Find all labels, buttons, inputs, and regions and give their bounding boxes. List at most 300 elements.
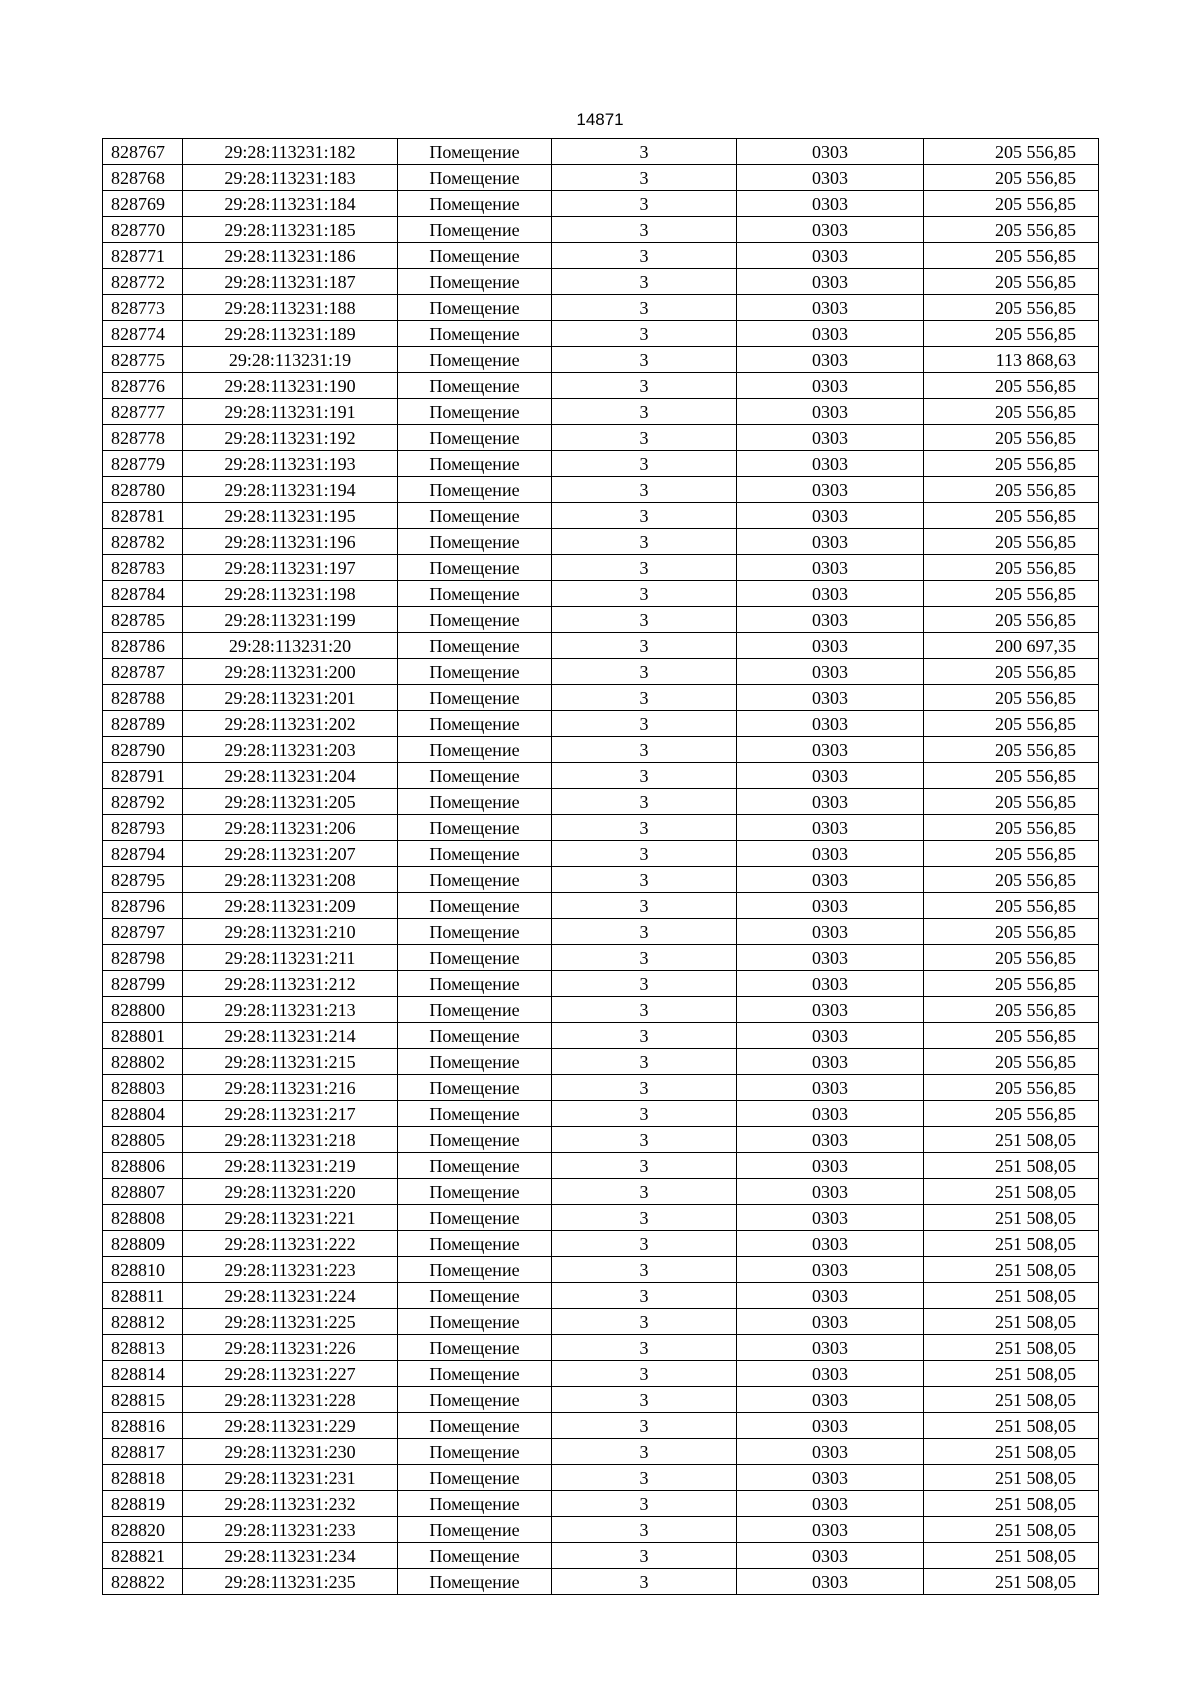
code-cell: 0303 [737,139,924,165]
cadastral-value-cell: 205 556,85 [924,243,1099,269]
code-cell: 0303 [737,581,924,607]
code-cell: 0303 [737,997,924,1023]
cadastral-number-cell: 29:28:113231:214 [183,1023,398,1049]
object-type-cell: Помещение [398,1465,552,1491]
cadastral-value-cell: 251 508,05 [924,1335,1099,1361]
code-cell: 0303 [737,1465,924,1491]
table-row [103,399,1099,425]
code-cell: 0303 [737,1387,924,1413]
group-cell: 3 [552,867,737,893]
page-number: 14871 [576,110,624,129]
code-cell: 0303 [737,1309,924,1335]
cadastral-number-cell: 29:28:113231:208 [183,867,398,893]
object-type-cell: Помещение [398,295,552,321]
object-type-cell: Помещение [398,399,552,425]
code-cell: 0303 [737,1075,924,1101]
cadastral-value-cell: 251 508,05 [924,1257,1099,1283]
object-type-cell: Помещение [398,1491,552,1517]
record-number-cell: 828788 [103,685,183,711]
cadastral-number-cell: 29:28:113231:192 [183,425,398,451]
table-row [103,711,1099,737]
group-cell: 3 [552,737,737,763]
group-cell: 3 [552,451,737,477]
code-cell: 0303 [737,763,924,789]
object-type-cell: Помещение [398,737,552,763]
cadastral-value-cell: 205 556,85 [924,399,1099,425]
cadastral-number-cell: 29:28:113231:196 [183,529,398,555]
object-type-cell: Помещение [398,919,552,945]
code-cell: 0303 [737,373,924,399]
register-table [102,138,1099,1595]
cadastral-number-cell: 29:28:113231:206 [183,815,398,841]
object-type-cell: Помещение [398,1361,552,1387]
record-number-cell: 828819 [103,1491,183,1517]
record-number-cell: 828772 [103,269,183,295]
table-row [103,1465,1099,1491]
table-row [103,1439,1099,1465]
record-number-cell: 828791 [103,763,183,789]
record-number-cell: 828786 [103,633,183,659]
code-cell: 0303 [737,1049,924,1075]
group-cell: 3 [552,373,737,399]
object-type-cell: Помещение [398,1127,552,1153]
table-row [103,1153,1099,1179]
object-type-cell: Помещение [398,997,552,1023]
record-number-cell: 828814 [103,1361,183,1387]
code-cell: 0303 [737,841,924,867]
cadastral-value-cell: 205 556,85 [924,867,1099,893]
cadastral-value-cell: 205 556,85 [924,841,1099,867]
cadastral-value-cell: 200 697,35 [924,633,1099,659]
group-cell: 3 [552,607,737,633]
table-row [103,1335,1099,1361]
group-cell: 3 [552,971,737,997]
object-type-cell: Помещение [398,763,552,789]
cadastral-number-cell: 29:28:113231:219 [183,1153,398,1179]
object-type-cell: Помещение [398,867,552,893]
cadastral-number-cell: 29:28:113231:211 [183,945,398,971]
record-number-cell: 828805 [103,1127,183,1153]
record-number-cell: 828813 [103,1335,183,1361]
cadastral-number-cell: 29:28:113231:197 [183,555,398,581]
table-row [103,737,1099,763]
cadastral-value-cell: 205 556,85 [924,1101,1099,1127]
cadastral-value-cell: 205 556,85 [924,763,1099,789]
code-cell: 0303 [737,1283,924,1309]
cadastral-number-cell: 29:28:113231:220 [183,1179,398,1205]
cadastral-value-cell: 205 556,85 [924,581,1099,607]
object-type-cell: Помещение [398,529,552,555]
cadastral-value-cell: 251 508,05 [924,1179,1099,1205]
table-row [103,1049,1099,1075]
cadastral-number-cell: 29:28:113231:212 [183,971,398,997]
record-number-cell: 828820 [103,1517,183,1543]
record-number-cell: 828818 [103,1465,183,1491]
record-number-cell: 828783 [103,555,183,581]
record-number-cell: 828802 [103,1049,183,1075]
table-row [103,503,1099,529]
cadastral-value-cell: 205 556,85 [924,269,1099,295]
cadastral-number-cell: 29:28:113231:185 [183,217,398,243]
group-cell: 3 [552,399,737,425]
record-number-cell: 828784 [103,581,183,607]
table-row [103,1101,1099,1127]
code-cell: 0303 [737,1543,924,1569]
cadastral-value-cell: 251 508,05 [924,1569,1099,1595]
cadastral-number-cell: 29:28:113231:217 [183,1101,398,1127]
cadastral-number-cell: 29:28:113231:231 [183,1465,398,1491]
table-row [103,1491,1099,1517]
object-type-cell: Помещение [398,425,552,451]
object-type-cell: Помещение [398,1569,552,1595]
group-cell: 3 [552,165,737,191]
object-type-cell: Помещение [398,659,552,685]
cadastral-number-cell: 29:28:113231:195 [183,503,398,529]
group-cell: 3 [552,789,737,815]
table-row [103,1075,1099,1101]
cadastral-number-cell: 29:28:113231:233 [183,1517,398,1543]
table-row [103,295,1099,321]
group-cell: 3 [552,217,737,243]
record-number-cell: 828822 [103,1569,183,1595]
cadastral-number-cell: 29:28:113231:228 [183,1387,398,1413]
cadastral-value-cell: 205 556,85 [924,373,1099,399]
record-number-cell: 828806 [103,1153,183,1179]
cadastral-number-cell: 29:28:113231:203 [183,737,398,763]
table-row [103,789,1099,815]
cadastral-number-cell: 29:28:113231:232 [183,1491,398,1517]
code-cell: 0303 [737,1335,924,1361]
group-cell: 3 [552,1413,737,1439]
table-row [103,919,1099,945]
cadastral-number-cell: 29:28:113231:187 [183,269,398,295]
code-cell: 0303 [737,295,924,321]
table-row [103,581,1099,607]
group-cell: 3 [552,1361,737,1387]
code-cell: 0303 [737,425,924,451]
object-type-cell: Помещение [398,1179,552,1205]
table-row [103,763,1099,789]
cadastral-value-cell: 205 556,85 [924,815,1099,841]
table-row [103,815,1099,841]
object-type-cell: Помещение [398,269,552,295]
group-cell: 3 [552,711,737,737]
group-cell: 3 [552,477,737,503]
object-type-cell: Помещение [398,321,552,347]
record-number-cell: 828770 [103,217,183,243]
object-type-cell: Помещение [398,685,552,711]
code-cell: 0303 [737,737,924,763]
cadastral-value-cell: 205 556,85 [924,893,1099,919]
object-type-cell: Помещение [398,633,552,659]
code-cell: 0303 [737,1101,924,1127]
cadastral-value-cell: 205 556,85 [924,139,1099,165]
group-cell: 3 [552,1205,737,1231]
code-cell: 0303 [737,451,924,477]
group-cell: 3 [552,1439,737,1465]
record-number-cell: 828809 [103,1231,183,1257]
cadastral-value-cell: 251 508,05 [924,1127,1099,1153]
cadastral-number-cell: 29:28:113231:222 [183,1231,398,1257]
code-cell: 0303 [737,217,924,243]
cadastral-value-cell: 251 508,05 [924,1491,1099,1517]
cadastral-value-cell: 251 508,05 [924,1231,1099,1257]
record-number-cell: 828816 [103,1413,183,1439]
code-cell: 0303 [737,1257,924,1283]
cadastral-number-cell: 29:28:113231:205 [183,789,398,815]
code-cell: 0303 [737,1127,924,1153]
record-number-cell: 828821 [103,1543,183,1569]
cadastral-number-cell: 29:28:113231:213 [183,997,398,1023]
table-row [103,1309,1099,1335]
table-row [103,1231,1099,1257]
record-number-cell: 828790 [103,737,183,763]
object-type-cell: Помещение [398,1543,552,1569]
group-cell: 3 [552,1179,737,1205]
table-row [103,997,1099,1023]
group-cell: 3 [552,295,737,321]
object-type-cell: Помещение [398,165,552,191]
record-number-cell: 828804 [103,1101,183,1127]
cadastral-value-cell: 205 556,85 [924,919,1099,945]
table-row [103,477,1099,503]
cadastral-number-cell: 29:28:113231:202 [183,711,398,737]
record-number-cell: 828807 [103,1179,183,1205]
code-cell: 0303 [737,815,924,841]
table-row [103,139,1099,165]
record-number-cell: 828811 [103,1283,183,1309]
object-type-cell: Помещение [398,1387,552,1413]
table-row [103,217,1099,243]
table-row [103,373,1099,399]
record-number-cell: 828801 [103,1023,183,1049]
object-type-cell: Помещение [398,217,552,243]
table-row [103,1257,1099,1283]
group-cell: 3 [552,425,737,451]
object-type-cell: Помещение [398,373,552,399]
object-type-cell: Помещение [398,1023,552,1049]
table-row [103,1543,1099,1569]
table-row [103,347,1099,373]
object-type-cell: Помещение [398,1413,552,1439]
record-number-cell: 828774 [103,321,183,347]
group-cell: 3 [552,1335,737,1361]
table-row [103,607,1099,633]
table-row [103,1361,1099,1387]
code-cell: 0303 [737,1205,924,1231]
table-row [103,529,1099,555]
group-cell: 3 [552,1309,737,1335]
cadastral-value-cell: 205 556,85 [924,789,1099,815]
group-cell: 3 [552,1283,737,1309]
group-cell: 3 [552,1569,737,1595]
table-row [103,867,1099,893]
cadastral-value-cell: 205 556,85 [924,1049,1099,1075]
cadastral-value-cell: 205 556,85 [924,685,1099,711]
record-number-cell: 828778 [103,425,183,451]
table-row [103,243,1099,269]
object-type-cell: Помещение [398,711,552,737]
record-number-cell: 828787 [103,659,183,685]
cadastral-value-cell: 205 556,85 [924,997,1099,1023]
code-cell: 0303 [737,789,924,815]
group-cell: 3 [552,763,737,789]
table-row [103,165,1099,191]
object-type-cell: Помещение [398,1517,552,1543]
object-type-cell: Помещение [398,971,552,997]
object-type-cell: Помещение [398,139,552,165]
table-row [103,1179,1099,1205]
cadastral-value-cell: 205 556,85 [924,165,1099,191]
record-number-cell: 828817 [103,1439,183,1465]
cadastral-value-cell: 251 508,05 [924,1465,1099,1491]
object-type-cell: Помещение [398,1049,552,1075]
group-cell: 3 [552,321,737,347]
table-row [103,425,1099,451]
object-type-cell: Помещение [398,1257,552,1283]
code-cell: 0303 [737,347,924,373]
table-row [103,269,1099,295]
group-cell: 3 [552,1127,737,1153]
table-row [103,685,1099,711]
group-cell: 3 [552,1075,737,1101]
cadastral-value-cell: 251 508,05 [924,1205,1099,1231]
table-row [103,321,1099,347]
group-cell: 3 [552,1543,737,1569]
object-type-cell: Помещение [398,815,552,841]
cadastral-number-cell: 29:28:113231:221 [183,1205,398,1231]
code-cell: 0303 [737,1491,924,1517]
object-type-cell: Помещение [398,1205,552,1231]
group-cell: 3 [552,685,737,711]
code-cell: 0303 [737,321,924,347]
cadastral-number-cell: 29:28:113231:183 [183,165,398,191]
code-cell: 0303 [737,1569,924,1595]
cadastral-number-cell: 29:28:113231:229 [183,1413,398,1439]
cadastral-number-cell: 29:28:113231:210 [183,919,398,945]
table-row [103,1569,1099,1595]
record-number-cell: 828769 [103,191,183,217]
code-cell: 0303 [737,711,924,737]
cadastral-value-cell: 113 868,63 [924,347,1099,373]
cadastral-number-cell: 29:28:113231:225 [183,1309,398,1335]
record-number-cell: 828782 [103,529,183,555]
code-cell: 0303 [737,867,924,893]
group-cell: 3 [552,555,737,581]
code-cell: 0303 [737,1231,924,1257]
table-row [103,1387,1099,1413]
cadastral-number-cell: 29:28:113231:227 [183,1361,398,1387]
cadastral-value-cell: 251 508,05 [924,1153,1099,1179]
cadastral-number-cell: 29:28:113231:200 [183,659,398,685]
group-cell: 3 [552,1387,737,1413]
record-number-cell: 828803 [103,1075,183,1101]
code-cell: 0303 [737,659,924,685]
object-type-cell: Помещение [398,243,552,269]
record-number-cell: 828815 [103,1387,183,1413]
code-cell: 0303 [737,165,924,191]
cadastral-number-cell: 29:28:113231:209 [183,893,398,919]
object-type-cell: Помещение [398,477,552,503]
record-number-cell: 828767 [103,139,183,165]
record-number-cell: 828777 [103,399,183,425]
object-type-cell: Помещение [398,607,552,633]
code-cell: 0303 [737,685,924,711]
record-number-cell: 828781 [103,503,183,529]
group-cell: 3 [552,945,737,971]
cadastral-value-cell: 205 556,85 [924,295,1099,321]
group-cell: 3 [552,1517,737,1543]
cadastral-value-cell: 205 556,85 [924,945,1099,971]
code-cell: 0303 [737,503,924,529]
cadastral-number-cell: 29:28:113231:184 [183,191,398,217]
record-number-cell: 828800 [103,997,183,1023]
object-type-cell: Помещение [398,191,552,217]
record-number-cell: 828793 [103,815,183,841]
group-cell: 3 [552,1101,737,1127]
object-type-cell: Помещение [398,503,552,529]
table-row [103,1023,1099,1049]
code-cell: 0303 [737,893,924,919]
table-row [103,659,1099,685]
group-cell: 3 [552,919,737,945]
record-number-cell: 828812 [103,1309,183,1335]
cadastral-number-cell: 29:28:113231:234 [183,1543,398,1569]
code-cell: 0303 [737,1361,924,1387]
record-number-cell: 828768 [103,165,183,191]
table-row [103,191,1099,217]
table-row [103,555,1099,581]
code-cell: 0303 [737,1179,924,1205]
object-type-cell: Помещение [398,1101,552,1127]
group-cell: 3 [552,1023,737,1049]
cadastral-number-cell: 29:28:113231:215 [183,1049,398,1075]
cadastral-value-cell: 251 508,05 [924,1517,1099,1543]
group-cell: 3 [552,1049,737,1075]
cadastral-value-cell: 205 556,85 [924,555,1099,581]
group-cell: 3 [552,893,737,919]
record-number-cell: 828776 [103,373,183,399]
record-number-cell: 828798 [103,945,183,971]
cadastral-value-cell: 205 556,85 [924,529,1099,555]
code-cell: 0303 [737,555,924,581]
group-cell: 3 [552,1257,737,1283]
table-row [103,841,1099,867]
group-cell: 3 [552,1231,737,1257]
table-row [103,945,1099,971]
object-type-cell: Помещение [398,1439,552,1465]
record-number-cell: 828810 [103,1257,183,1283]
object-type-cell: Помещение [398,893,552,919]
group-cell: 3 [552,347,737,373]
cadastral-value-cell: 205 556,85 [924,191,1099,217]
table-row [103,1205,1099,1231]
code-cell: 0303 [737,1023,924,1049]
object-type-cell: Помещение [398,1075,552,1101]
code-cell: 0303 [737,529,924,555]
cadastral-value-cell: 251 508,05 [924,1543,1099,1569]
cadastral-value-cell: 205 556,85 [924,737,1099,763]
cadastral-number-cell: 29:28:113231:201 [183,685,398,711]
group-cell: 3 [552,1153,737,1179]
code-cell: 0303 [737,269,924,295]
object-type-cell: Помещение [398,945,552,971]
record-number-cell: 828779 [103,451,183,477]
record-number-cell: 828797 [103,919,183,945]
cadastral-number-cell: 29:28:113231:218 [183,1127,398,1153]
table-row [103,1517,1099,1543]
group-cell: 3 [552,529,737,555]
